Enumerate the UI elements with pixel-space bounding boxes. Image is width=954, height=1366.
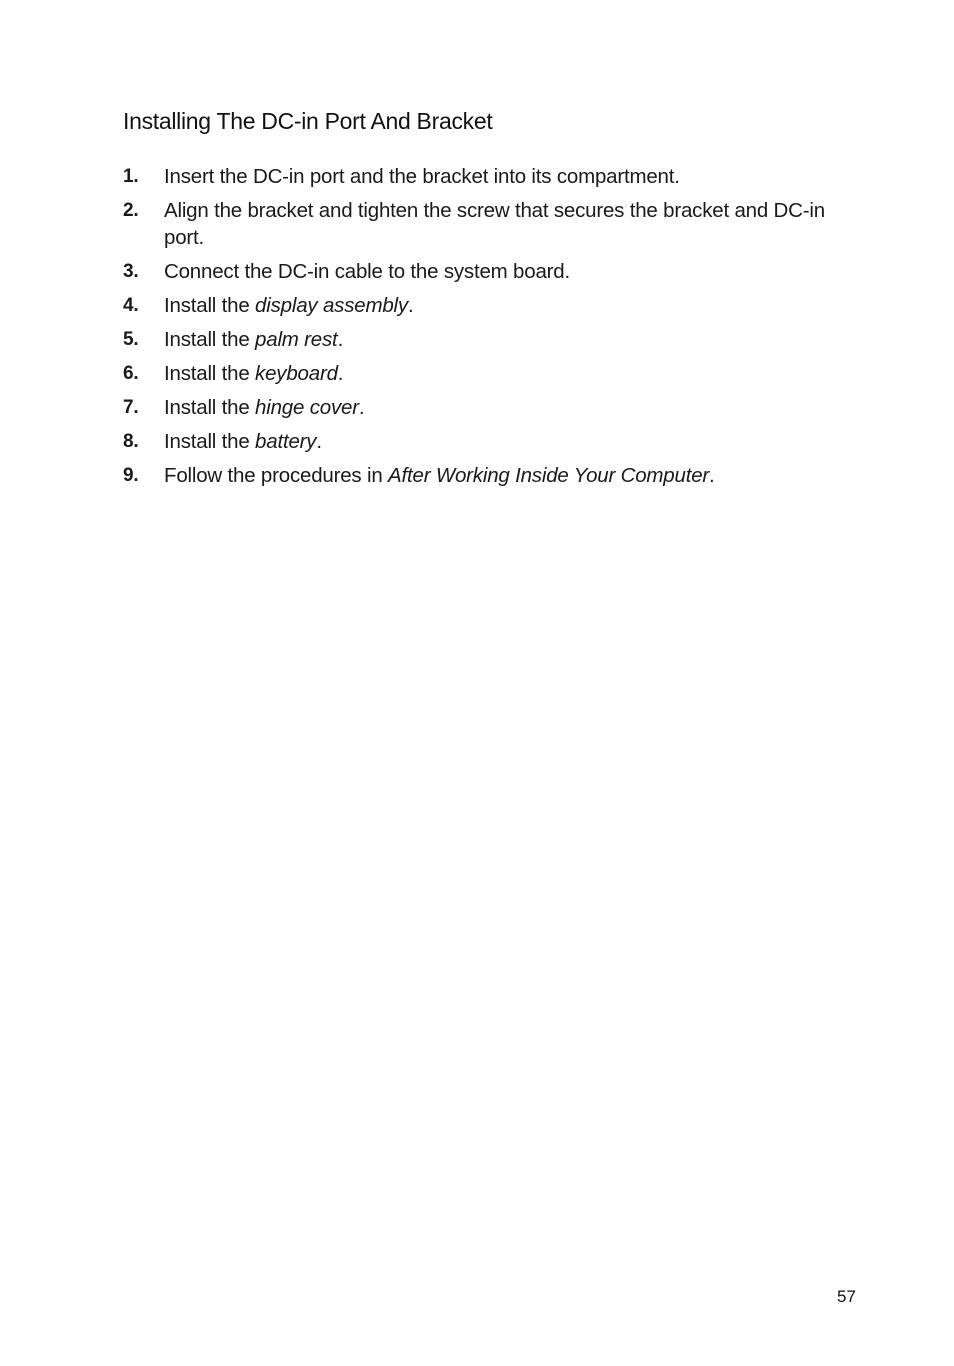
page-number: 57 [837, 1287, 856, 1306]
step-2 [123, 197, 863, 251]
step-number: 7. [123, 397, 139, 418]
step-text: Align the bracket and tighten the screw that secures the bracket and DC-in port. [164, 199, 825, 249]
step-text: Install the display assembly. [164, 294, 414, 317]
step-text: Install the hinge cover. [164, 396, 365, 419]
step-8 [123, 428, 863, 455]
step-number: 2. [123, 200, 139, 221]
after-working-inside-link[interactable]: After Working Inside Your Computer [388, 464, 710, 487]
step-number: 5. [123, 329, 139, 350]
step-number: 4. [123, 295, 139, 316]
step-number: 8. [123, 431, 139, 452]
palm-rest-link[interactable]: palm rest [255, 328, 338, 351]
step-text: Install the palm rest. [164, 328, 344, 351]
step-text: Follow the procedures in After Working Inside Your Computer. [164, 464, 715, 487]
step-number: 1. [123, 166, 139, 187]
step-4 [123, 292, 863, 319]
display-assembly-link[interactable]: display assembly [255, 294, 408, 317]
step-5 [123, 326, 863, 353]
step-3 [123, 258, 863, 285]
page-title: Installing The DC-in Port And Bracket [123, 108, 493, 134]
keyboard-link[interactable]: keyboard [255, 362, 338, 385]
step-9 [123, 462, 863, 489]
step-number: 9. [123, 465, 139, 486]
step-1 [123, 163, 863, 190]
procedure-steps [123, 163, 863, 496]
step-text: Install the keyboard. [164, 362, 344, 385]
step-number: 3. [123, 261, 139, 282]
step-6 [123, 360, 863, 387]
step-text: Insert the DC-in port and the bracket into its compartment. [164, 165, 680, 188]
battery-link[interactable]: battery [255, 430, 317, 453]
step-text: Install the battery. [164, 430, 322, 453]
step-7 [123, 394, 863, 421]
hinge-cover-link[interactable]: hinge cover [255, 396, 359, 419]
step-number: 6. [123, 363, 139, 384]
step-text: Connect the DC-in cable to the system board. [164, 260, 570, 283]
